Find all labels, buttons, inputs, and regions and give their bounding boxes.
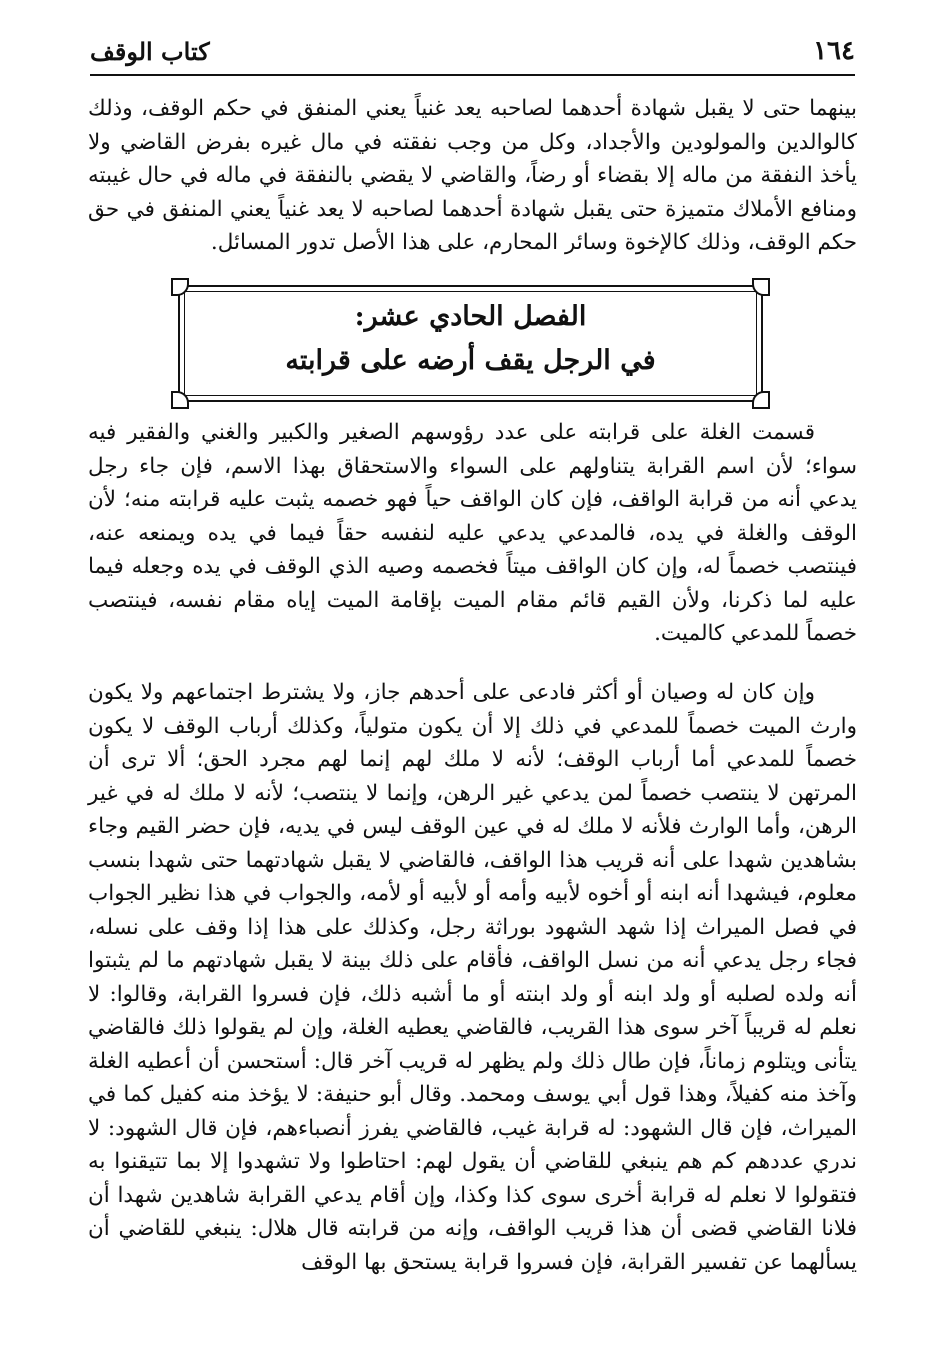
body-paragraph: وإن كان له وصيان أو أكثر فادعى على أحدهم جاز، ولا يشترط اجتماعهم ولا يكون وارث الميت خصماً للمدعي في ذلك إلا أن يكون متولياً، وكذلك أرباب الوقف لا يكون خصماً للمدعي أما أرباب الوقف؛ لأنه لا ملك لهم إنما لهم مجرد الحق؛ ألا ترى أن المرتهن لا ينتصب خصماً لمن يدعي غير الرهن، وإنما لا ينتصب؛ لأنه لا ملك له في غير الرهن، وأما الوارث فلأنه لا ملك له في عين الوقف ليس في يديه، فإن حضر القيم وجاء بشاهدين شهدا على أنه قريب هذا الواقف، فالقاضي لا يقبل شهادتهما حتى شهدا بنسب معلوم، فيشهدا أنه ابنه أو أخوه لأبيه وأمه أو لأبيه أو لأمه، والجواب في هذا نظير الجواب في فصل الميراث إذا شهد الشهود بوراثة رجل، وكذلك على هذا إذا وقف على نسله، فجاء رجل يدعي أنه من نسل الواقف، فأقام على ذلك بينة لا يقبل شهادتهم ما لم يثبتوا أنه ولده لصلبه أو ولد ابنه أو ولد ابنته أو ما أشبه ذلك، فإن فسروا القرابة، وقالوا: لا نعلم له قريباً آخر سوى هذا القريب، فالقاضي يعطيه الغلة، وإن لم يقولوا ذلك فالقاضي يتأنى ويتلوم زماناً، فإن طال ذلك ولم يظهر له قريب آخر قال: أستحسن أن أعطيه الغلة وآخذ منه كفيلاً، وهذا قول أبي يوسف ومحمد. وقال أبو حنيفة: لا يؤخذ منه كفيل كما في الميراث، فإن قال الشهود: له قرابة غيب، فالقاضي يفرز أنصباءهم، فإن قال الشهود: لا ندري عددهم كم هم ينبغي للقاضي أن يقول لهم: احتاطوا ولا تشهدوا إلا بما تتيقنوا به فتقولوا لا نعلم له قرابة أخرى سوى كذا وكذا، وإن أقام يدعي القرابة شاهدين شهدا أن فلانا القاضي قضى أن هذا قريب الواقف، وإنه من قرابته قال هلال: ينبغي للقاضي أن يسألهما عن تفسير القرابة، فإن فسروا قرابة يستحق بها الوقف [88, 680, 857, 1275]
page-number: ١٦٤ [813, 36, 855, 66]
chapter-heading-frame [178, 285, 763, 402]
chapter-heading-line-2: في الرجل يقف أرضه على قرابته [285, 345, 656, 376]
page-header [90, 30, 855, 76]
chapter-heading [180, 295, 761, 383]
frame-corner-ornament [752, 391, 770, 409]
paragraph-block-1 [88, 416, 857, 651]
body-paragraph: قسمت الغلة على قرابته على عدد رؤوسهم الصغير والكبير والغني والفقير فيه سواء؛ لأن اسم القرابة يتناولهم على السواء والاستحقاق بهذا الاسم، فإن جاء رجل يدعي أنه من قرابة الواقف، فإن كان الواقف حياً فهو خصمه يثبت عليه قرابته منه؛ لأن الوقف والغلة في يده، فالمدعي يدعي عليه لنفسه حقاً فيما في يده ويمنعه عنه، فينتصب خصماً له، وإن كان الواقف ميتاً فخصمه وصيه الذي الوقف في يده وجعله فيما عليه لما ذكرنا، ولأن القيم قائم مقام الميت بإقامة الميت إياه مقام نفسه، فينتصب خصماً للمدعي كالميت. [88, 420, 857, 646]
book-title: كتاب الوقف [90, 37, 210, 66]
intro-paragraph-block [88, 92, 857, 260]
paragraph-block-2 [88, 676, 857, 1279]
intro-paragraph: بينهما حتى لا يقبل شهادة أحدهما لصاحبه يعد غنياً يعني المنفق في حكم الوقف، وذلك كالوالدين والمولودين والأجداد، وكل من وجب نفقته في مال غيره بفرض القاضي ولا يأخذ النفقة من ماله إلا بقضاء أو رضاً، والقاضي لا يقضي بالنفقة في ماله في حال غيبته ومنافع الأملاك متميزة حتى يقبل شهادة أحدهما لصاحبه لا يعد غنياً يعني المنفق في حق حكم الوقف، وذلك كالإخوة وسائر المحارم، على هذا الأصل تدور المسائل. [88, 96, 857, 255]
chapter-heading-line-1: الفصل الحادي عشر: [354, 301, 587, 332]
